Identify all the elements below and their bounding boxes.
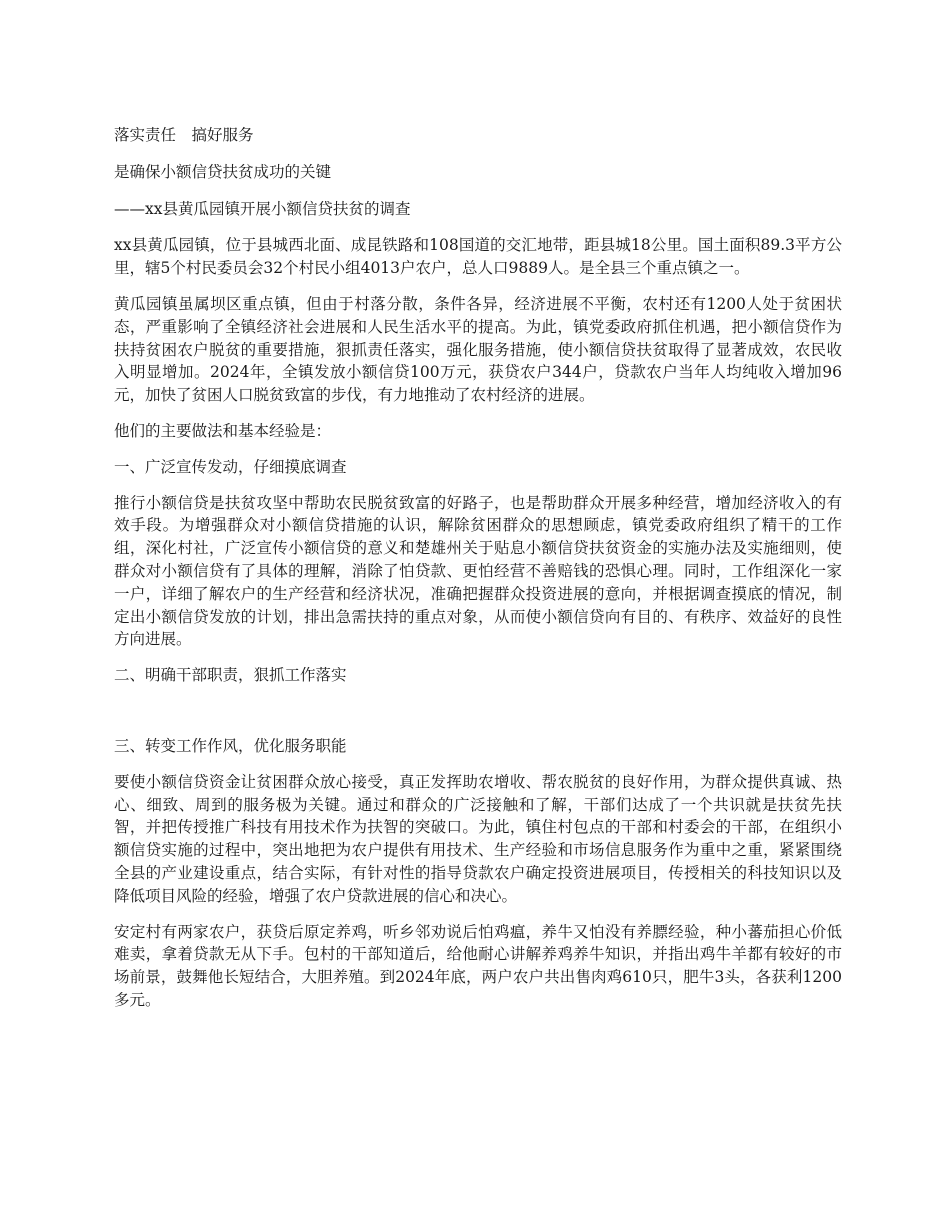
section-3-body: 要使小额信贷资金让贫困群众放心接受，真正发挥助农增收、帮农脱贫的良好作用，为群众提供真诚、热心、细致、周到的服务极为关键。通过和群众的广泛接触和了解，干部们达成了一个共识就是扶贫先扶智，并把传授推广科技有用技术作为扶智的突破口。为此，镇住村包点的干部和村委会的干部，在组织小额信贷实施的过程中，突出地把为农户提供有用技术、生产经验和市场信息服务作为重中之重，紧紧围绕全县的产业建设重点，结合实际，有针对性的指导贷款农户确定投资进展项目，传授相关的科技知识以及降低项目风险的经验，增强了农户贷款进展的信心和决心。 bbox=[114, 772, 842, 905]
section-1-heading: 一、广泛宣传发动，仔细摸底调查 bbox=[114, 457, 347, 476]
section-1-body: 推行小额信贷是扶贫攻坚中帮助农民脱贫致富的好路子，也是帮助群众开展多种经营，增加经济收入的有效手段。为增强群众对小额信贷措施的认识，解除贫困群众的思想顾虑，镇党委政府组织了精干的工作组，深化村社，广泛宣传小额信贷的意义和楚雄州关于贴息小额信贷扶贫资金的实施办法及实施细则，使群众对小额信贷有了具体的理解，消除了怕贷款、更怕经营不善赔钱的恐惧心理。同时，工作组深化一家一户，详细了解农户的生产经营和经济状况，准确把握群众投资进展的意向，并根据调查摸底的情况，制定出小额信贷发放的计划，排出急需扶持的重点对象，从而使小额信贷向有目的、有秩序、效益好的良性方向进展。 bbox=[114, 493, 842, 649]
background-paragraph: 黄瓜园镇虽属坝区重点镇，但由于村落分散，条件各异，经济进展不平衡，农村还有1200人处于贫困状态，严重影响了全镇经济社会进展和人民生活水平的提高。为此，镇党委政府抓住机遇，把小额信贷作为扶持贫困农户脱贫的重要措施，狠抓责任落实，强化服务措施，使小额信贷扶贫取得了显著成效，农民收入明显增加。2024年，全镇发放小额信贷100万元，获贷农户344户，贷款农户当年人均纯收入增加96元，加快了贫困人口脱贫致富的步伐，有力地推动了农村经济的进展。 bbox=[114, 294, 842, 405]
document-page bbox=[114, 124, 842, 1025]
section-3-heading: 三、转变工作作风，优化服务职能 bbox=[114, 736, 347, 755]
document-title-line-1: 落实责任 搞好服务 bbox=[114, 126, 254, 144]
document-subtitle: ——xx县黄瓜园镇开展小额信贷扶贫的调查 bbox=[114, 199, 411, 218]
document-title-line-2: 是确保小额信贷扶贫成功的关键 bbox=[114, 162, 332, 181]
lead-in-paragraph: 他们的主要做法和基本经验是： bbox=[114, 421, 332, 440]
section-2-heading: 二、明确干部职责，狠抓工作落实 bbox=[114, 666, 347, 685]
intro-paragraph: xx县黄瓜园镇，位于县城西北面、成昆铁路和108国道的交汇地带，距县城18公里。国土面积89.3平方公里，辖5个村民委员会32个村民小组4013户农户，总人口9889人。是全县三个重点镇之一。 bbox=[114, 236, 842, 278]
case-example-paragraph: 安定村有两家农户，获贷后原定养鸡，听乡邻劝说后怕鸡瘟，养牛又怕没有养膘经验，种小蕃茄担心价低难卖，拿着贷款无从下手。包村的干部知道后，给他耐心讲解养鸡养牛知识，并指出鸡牛羊都有较好的市场前景，鼓舞他长短结合，大胆养殖。到2024年底，两户农户共出售肉鸡610只，肥牛3头，各获利1200多元。 bbox=[114, 922, 842, 1009]
